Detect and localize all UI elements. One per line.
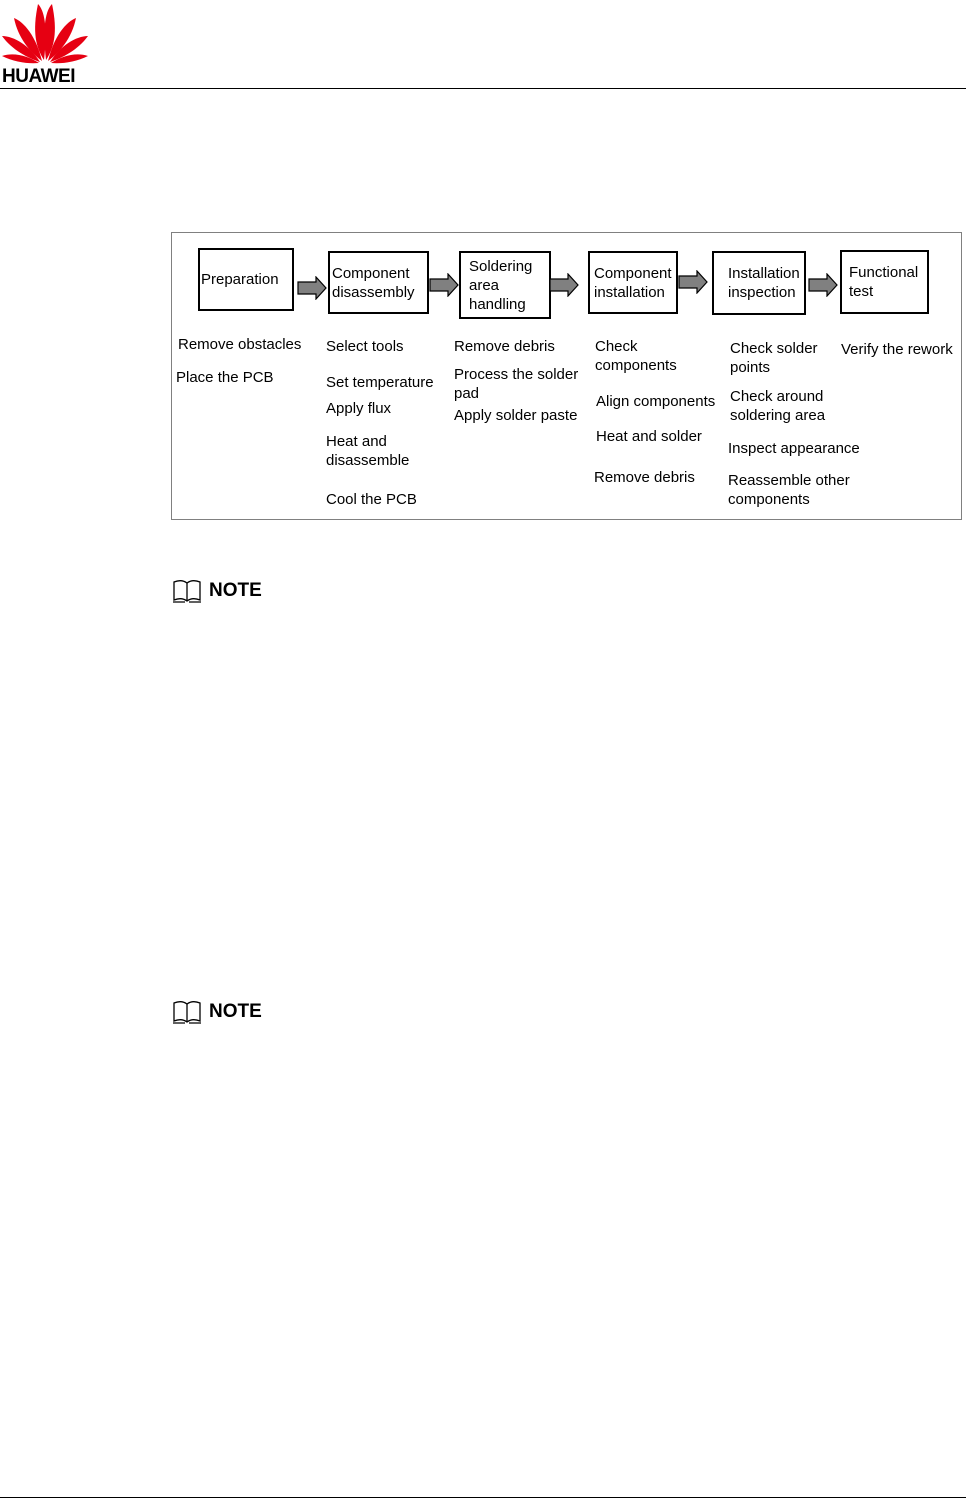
brand-name: HUAWEI — [2, 66, 75, 87]
activity-item: Align components — [596, 393, 716, 410]
right-arrow-icon — [429, 273, 459, 297]
note-callout — [172, 578, 262, 604]
step-label: Installation inspection — [728, 265, 800, 301]
right-arrow-icon — [297, 276, 327, 300]
step-label: Functional test — [849, 264, 919, 300]
step-preparation — [198, 248, 294, 311]
activity-item: Cool the PCB — [326, 491, 417, 508]
activity-item: Select tools — [326, 338, 404, 355]
step-component-installation — [588, 251, 678, 314]
header-divider — [0, 88, 966, 89]
step-installation-inspection — [712, 251, 806, 315]
activity-item: Inspect appearance — [728, 440, 860, 457]
right-arrow-icon — [549, 273, 579, 297]
activity-item: Check solder points — [730, 340, 818, 376]
activity-item: Remove debris — [594, 469, 695, 486]
right-arrow-icon — [808, 273, 838, 297]
rework-process-figure — [171, 232, 962, 520]
activity-item: Set temperature — [326, 374, 434, 391]
activity-item: Place the PCB — [176, 369, 274, 386]
activity-item: Remove debris — [454, 338, 555, 355]
step-label: Soldering area handling — [469, 257, 533, 313]
step-label: Preparation — [201, 271, 279, 288]
step-soldering-area-handling — [459, 251, 551, 319]
note-callout — [172, 999, 262, 1025]
activity-item: Reassemble other components — [728, 472, 850, 508]
footer-divider — [0, 1497, 966, 1498]
activity-item: Heat and disassemble — [326, 433, 410, 469]
right-arrow-icon — [678, 270, 708, 294]
step-label: Component installation — [594, 264, 672, 301]
activity-item: Check components — [595, 338, 677, 374]
activity-item: Verify the rework — [841, 341, 953, 358]
activity-item: Heat and solder — [596, 428, 702, 445]
step-label: Component disassembly — [332, 264, 415, 301]
activity-item: Process the solder pad — [454, 366, 579, 402]
note-label: NOTE — [209, 1001, 262, 1022]
activity-item: Remove obstacles — [178, 336, 302, 353]
note-label: NOTE — [209, 580, 262, 601]
activity-item: Apply flux — [326, 400, 392, 417]
activity-item: Apply solder paste — [454, 407, 578, 424]
book-icon — [172, 578, 202, 604]
step-component-disassembly — [328, 251, 429, 314]
step-functional-test — [840, 250, 929, 314]
book-icon — [172, 999, 202, 1025]
activity-item: Check around soldering area — [730, 388, 826, 424]
